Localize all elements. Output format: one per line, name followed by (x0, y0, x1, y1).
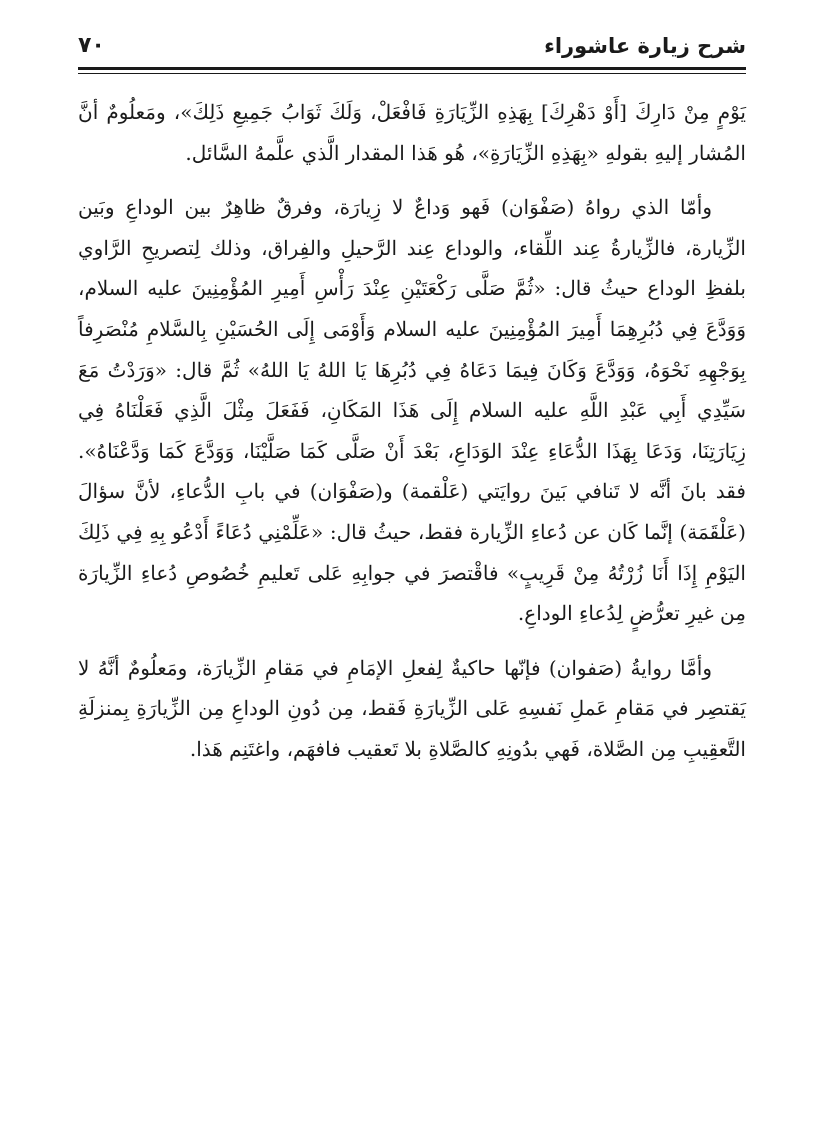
page-header (78, 22, 746, 66)
paragraph-3: وأمَّا روايةُ (صَفوان) فإنّها حاكيةٌ لِفعلِ الإمَامِ في مَقامِ الزِّيارَة، ومَعلُومٌ أنَّهُ لا يَقتصِر في مَقامِ عَملِ نَفسِهِ عَلى الزِّيارَةِ فَقط، مِن دُونِ الوداعِ مِن الزِّيارَةِ بِمنزلَةِ التَّعقِيبِ مِن الصَّلاة، فَهي بدُونِهِ كالصَّلاةِ بلا تَعقيب فافهَم، واغتَنِم هَذا. (78, 655, 746, 761)
running-title: شرح زيارة عاشوراء (544, 34, 746, 58)
body-text (78, 92, 746, 784)
header-rule-thin (78, 73, 746, 74)
paragraph-2: وأمّا الذي رواهُ (صَفْوَان) فَهو وَداعٌ لا زِيارَة، وفرقٌ ظاهِرٌ بين الوداعِ وبَين الزِّيارة، فالزِّيارةُ عِند اللِّقاء، والوداع عِند الرَّحيلِ والفِراق، وذلك لِتصريحِ الرَّاوي بلفظِ الوداع حيثُ قال: «ثُمَّ صَلَّى رَكْعَتَيْنِ عِنْدَ رَأْسِ أَمِيرِ المُؤْمِنِينَ عليه السلام، وَوَدَّعَ فِي دُبُرِهِمَا أَمِيرَ المُؤْمِنِينَ عليه السلام وَأَوْمَى إِلَى الحُسَيْنِ بِالسَّلامِ مُنْصَرِفاً بِوَجْهِهِ نَحْوَهُ، وَوَدَّعَ وَكَانَ فِيمَا دَعَاهُ فِي دُبُرِهَا يَا اللهُ يَا اللهُ» ثُمَّ قال: «وَرَدْتُ مَعَ سَيِّدِي أَبِي عَبْدِ اللَّهِ عليه السلام إِلَى هَذَا المَكَانِ، فَفَعَلَ مِثْلَ الَّذِي فَعَلْنَاهُ فِي زِيَارَتِنَا، وَدَعَا بِهَذَا الدُّعَاءِ عِنْدَ الوَدَاعِ، بَعْدَ أَنْ صَلَّى كَمَا صَلَّيْنَا، وَوَدَّعَ كَمَا وَدَّعْنَاهُ». فقد بانَ أنَّه لا تَنافي بَينَ روايَتي (عَلْقمة) و(صَفْوَان) في بابِ الدُّعاءِ، لأنَّ سؤالَ (عَلْقَمَة) إنَّما كَان عن دُعاءِ الزِّيارة فقط، حيثُ قال: «عَلِّمْنِي دُعَاءً أَدْعُو بِهِ فِي ذَلِكَ اليَوْمِ إِذَا أَنَا زُرْتُهُ مِنْ قَرِيبٍ» فاقْتصرَ في جوابِهِ عَلى تَعليمِ خُصُوصِ دُعاءِ الزِّيارَة مِن غيرِ تعرُّضٍ لِدُعاءِ الوداعِ. (78, 195, 746, 626)
page-number: ٧٠ (78, 33, 105, 58)
paragraph-1: يَوْمٍ مِنْ دَارِكَ [أَوْ دَهْرِكَ] بِهَذِهِ الزِّيَارَةِ فَافْعَلْ، وَلَكَ ثَوَابُ جَمِيعِ ذَلِكَ»، ومَعلُومٌ أنَّ المُشار إليهِ بقولهِ «بِهَذِهِ الزِّيَارَةِ»، هُو هَذا المقدار الَّذي علَّمهُ السَّائل. (78, 100, 746, 165)
header-rule (78, 67, 746, 70)
